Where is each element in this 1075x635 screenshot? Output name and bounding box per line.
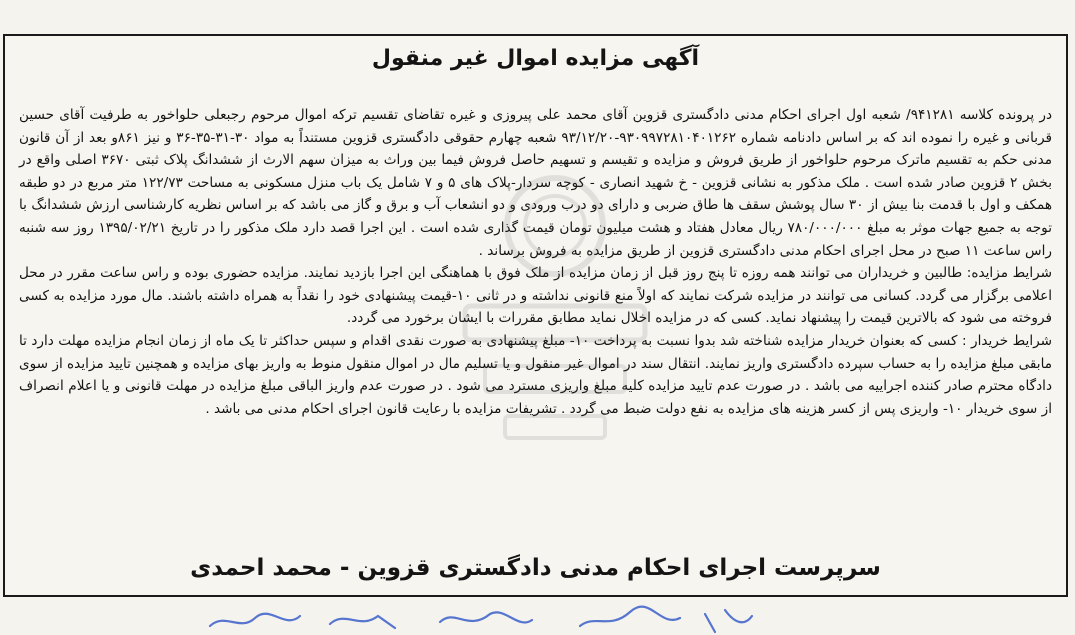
notice-title: آگهی مزایده اموال غیر منقول (371, 46, 700, 71)
notice-paragraph-auction-terms: شرایط مزایده: طالبین و خریداران می توانند همه روزه تا پنج روز قبل از زمان مزایده از ملک فوق با هماهنگی این اجرا بازدید نمایند. مزایده حضوری بوده و راس ساعت مقرر در محل اعلامی برگزار می گردد. کسانی می توانند در مزایده شرکت نمایند که اولاً منع قانونی نداشته و در ثانی ۱۰-قیمت پیشنهادی خود را نقداً به همراه داشته باشند. مال مورد مزایده به کسی فروخته می شود که بالاترین قیمت را پیشنهاد نماید. کسی که در مزایده اخلال نماید مطابق مقررات با ایشان برخورد می گردد. (19, 265, 1052, 327)
notice-paragraph-case: در پرونده کلاسه ۹۴۱۲۸۱/ شعبه اول اجرای احکام مدنی دادگستری قزوین آقای محمد علی پیروزی و غیره تقاضای تقسیم ترکه اموال مرحوم رجبعلی حلواخور به طرفیت آقای حسین قربانی و غیره را نموده اند که بر اساس دادنامه شماره ۹۳۰۹۹۷۲۸۱۰۴۰۱۲۶۲-۹۳/۱۲/۲۰ شعبه چهارم حقوقی دادگستری قزوین مستنداً به مواد ۳۰-۳۱-۳۵-۳۶ و نیز ۸۶۱و بعد از آن قانون مدنی حکم به تقسیم ماترک مرحوم حلواخور از طریق فروش و مزایده و تقیسم و تسهیم حاصل فروش فیما بین وراث به میزان سهم الارث از ششدانگ پلاک ثبتی ۳۶۷۰ اصلی واقع در بخش ۲ قزوین صادر شده است . ملک مذکور به نشانی قزوین - خ شهید انصاری - کوچه سردار-پلاک های ۵ و ۷ شامل یک باب منزل مسکونی به مساحت ۱۲۲/۷۳ متر مربع در دو طبقه همکف و اول با قدمت بنا بیش از ۳۰ سال پوشش سقف ها طاق ضربی و دارای دو درب ورودی و دو انشعاب آب و برق و گاز می باشد که بر اساس نظریه کارشناسی ارزش ششدانگ با توجه به جمیع جهات موثر به مبلغ ۷۸۰/۰۰۰/۰۰۰ ریال معادل هفتاد و هشت میلیون تومان قیمت گذاری شده است . این اجرا قصد دارد ملک مذکور را در تاریخ ۱۳۹۵/۰۲/۲۱ روز سه شنبه راس ساعت ۱۱ صبح در محل اجرای احکام مدنی دادگستری قزوین از طریق مزایده به فروش برساند . (19, 107, 1052, 259)
handwritten-note-icon (200, 604, 760, 635)
notice-body (19, 104, 1052, 420)
auction-notice-box (3, 34, 1068, 597)
notice-paragraph-buyer-terms: شرایط خریدار : کسی که بعنوان خریدار مزایده شناخته شد بدوا نسبت به پرداخت ۱۰- مبلغ پیشنهادی به صورت نقدی اقدام و سپس حداکثر تا یک ماه از زمان انجام مزایده مهلت دارد تا مابقی مبلغ مزایده را به حساب سپرده دادگستری واریز نمایند. انتقال سند در اموال غیر منقول و یا تسلیم مال در اموال منقول منوط به واریز بهای مزایده و همچنین تایید مزایده از سوی دادگاه محترم صادر کننده اجراییه می باشد . در صورت عدم تایید مزایده کلیه مبلغ واریزی مسترد می شود . در صورت عدم واریز الباقی مبلغ مزایده در مهلت قانونی و یا اعلام انصراف از سوی خریدار ۱۰- واریزی پس از کسر هزینه های مزایده به نفع دولت ضبط می گردد . تشریفات مزایده با رعایت قانون اجرای احکام مدنی می باشد . (19, 332, 1052, 417)
notice-signature: سرپرست اجرای احکام مدنی دادگستری قزوین - محمد احمدی (190, 555, 881, 581)
